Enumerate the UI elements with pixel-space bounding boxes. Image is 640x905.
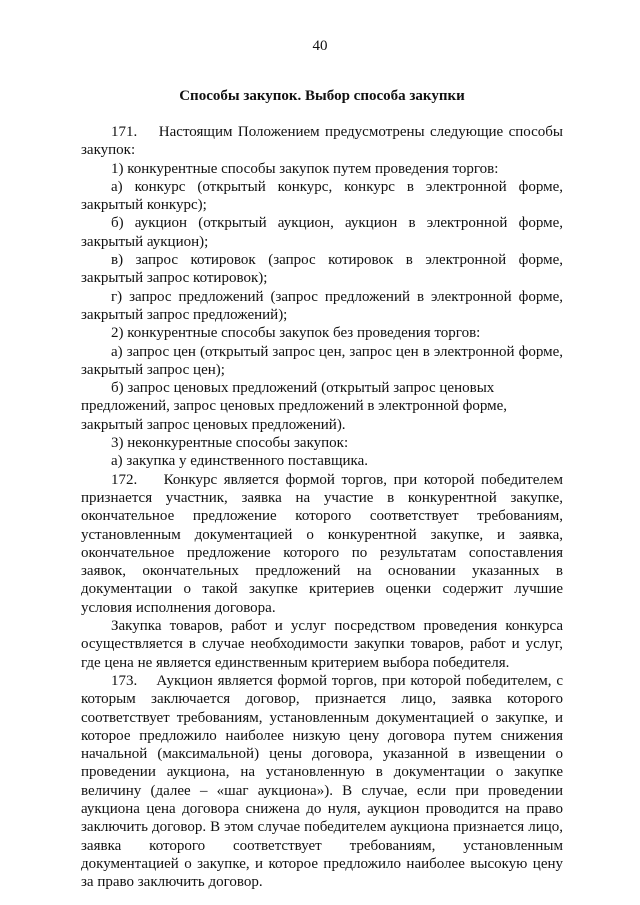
paragraph: в) запрос котировок (запрос котировок в электронной форме, закрытый запрос котировок); <box>81 252 563 287</box>
paragraph: 171. Настоящим Положением предусмотрены следующие способы закупок: <box>81 124 563 159</box>
paragraph: а) запрос цен (открытый запрос цен, запрос цен в электронной форме, закрытый запрос цен); <box>81 343 563 378</box>
paragraph: 3) неконкурентные способы закупок: <box>111 435 349 452</box>
page-number: 40 <box>312 38 328 54</box>
paragraph: г) запрос предложений (запрос предложений в электронной форме, закрытый запрос предложений); <box>81 288 563 323</box>
paragraph: 172. Конкурс является формой торгов, при которой победителем признается участник, заявка на участие в конкурентной закупке, окончательное предложение которого соответствует требованиям, установленным документацией о конкурентной закупке, и заявка, окончательное предложение которого по результатам сопоставления заявок, окончательных предложений на основании указанных в документации о такой закупке критериев оценки содержит лучшие условия исполнения договора. <box>81 471 563 616</box>
document-body <box>81 123 563 891</box>
paragraph: а) закупка у единственного поставщика. <box>111 453 368 470</box>
paragraph: 173. Аукцион является формой торгов, при которой победителем, с которым заключается договор, признается лицо, заявка которого соответствует требованиям, установленным документацией о закупке, и которое предложило наиболее низкую цену договора путем снижения начальной (максимальной) цены договора, указанной в извещении о проведении аукциона, на установленную в документации о закупке величину (далее – «шаг аукциона»). В случае, если при проведении аукциона цена договора снижена до нуля, аукцион проводится на право заключить договор. В этом случае победителем аукциона признается лицо, заявка которого соответствует требованиям, установленным документацией о закупке, и которое предложило наиболее высокую цену за право заключить договор. <box>81 672 563 891</box>
section-title: Способы закупок. Выбор способа закупки <box>179 88 465 104</box>
paragraph: 1) конкурентные способы закупок путем проведения торгов: <box>111 160 499 177</box>
paragraph: б) запрос ценовых предложений (открытый запрос ценовых предложений, запрос ценовых предложений в электронной форме, закрытый запрос ценовых предложений). <box>81 380 508 433</box>
paragraph: 2) конкурентные способы закупок без проведения торгов: <box>111 325 481 342</box>
paragraph: б) аукцион (открытый аукцион, аукцион в электронной форме, закрытый аукцион); <box>81 215 563 250</box>
paragraph: а) конкурс (открытый конкурс, конкурс в электронной форме, закрытый конкурс); <box>81 178 563 214</box>
paragraph: Закупка товаров, работ и услуг посредством проведения конкурса осуществляется в случае необходимости закупки товаров, работ и услуг, где цена не является единственным критерием выбора победителя. <box>81 618 563 671</box>
